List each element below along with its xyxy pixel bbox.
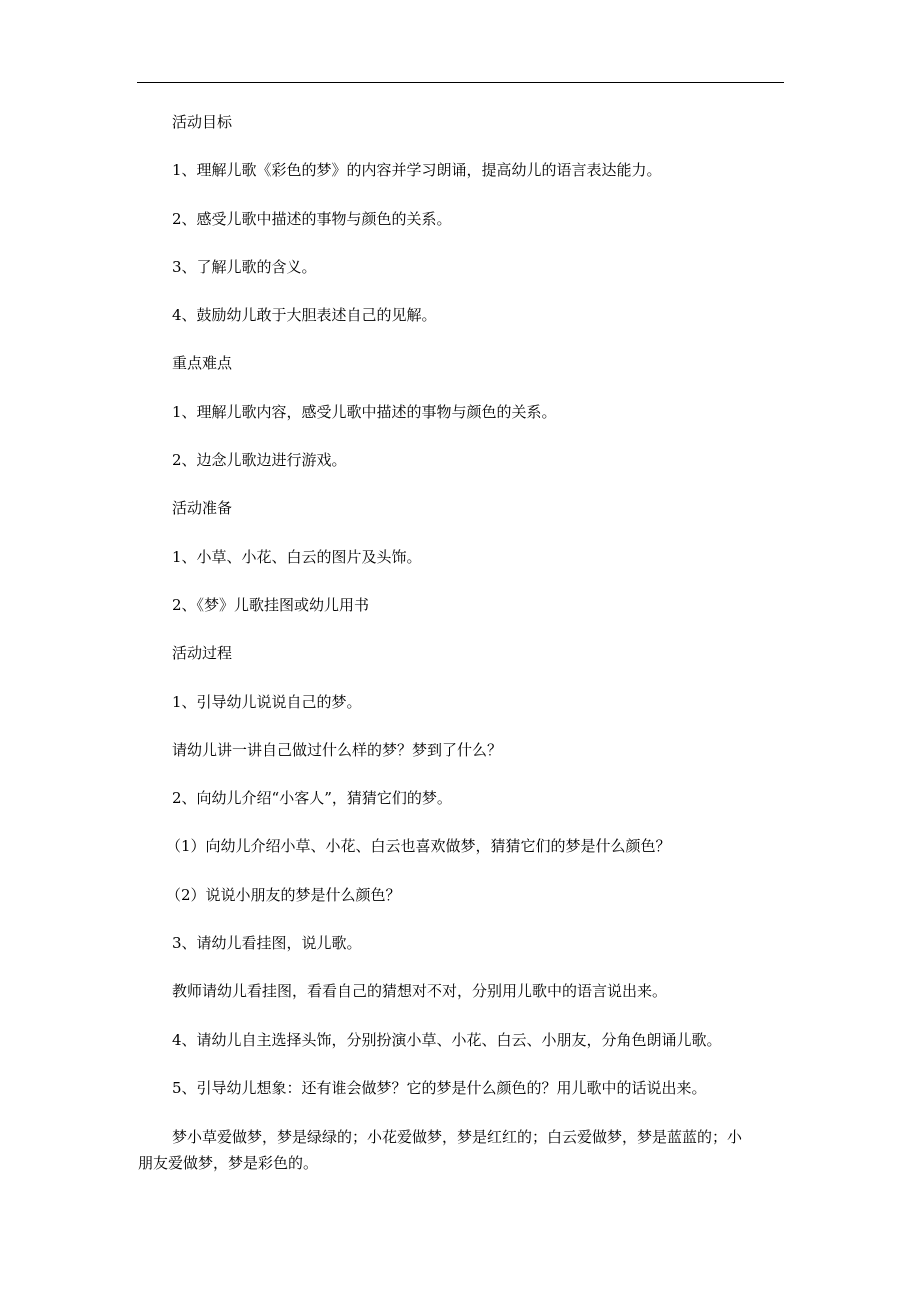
paragraph: 1、引导幼儿说说自己的梦。 [172, 692, 362, 711]
header-rule [137, 82, 784, 83]
paragraph: 3、请幼儿看挂图，说儿歌。 [172, 934, 362, 953]
section-heading-preparation: 活动准备 [172, 499, 233, 518]
paragraph: 1、理解儿歌内容，感受儿歌中描述的事物与颜色的关系。 [172, 402, 557, 421]
paragraph: 3、了解儿歌的含义。 [172, 257, 317, 276]
section-heading-goals: 活动目标 [172, 113, 233, 131]
paragraph: 2、《梦》儿歌挂图或幼儿用书 [172, 595, 370, 614]
paragraph: 1、小草、小花、白云的图片及头饰。 [172, 547, 422, 566]
paragraph: （2）说说小朋友的梦是什么颜色？ [166, 885, 401, 904]
paragraph: 1、理解儿歌《彩色的梦》的内容并学习朗诵，提高幼儿的语言表达能力。 [172, 161, 662, 180]
paragraph: 2、感受儿歌中描述的事物与颜色的关系。 [172, 209, 452, 228]
paragraph: 5、引导幼儿想象：还有谁会做梦？它的梦是什么颜色的？用儿歌中的话说出来。 [172, 1078, 707, 1097]
paragraph: 4、鼓励幼儿敢于大胆表述自己的见解。 [172, 306, 437, 325]
paragraph: 教师请幼儿看挂图，看看自己的猜想对不对，分别用儿歌中的语言说出来。 [172, 982, 668, 1001]
paragraph: 请幼儿讲一讲自己做过什么样的梦？梦到了什么？ [172, 740, 503, 759]
paragraph: 4、请幼儿自主选择头饰，分别扮演小草、小花、白云、小朋友，分角色朗诵儿歌。 [172, 1030, 722, 1049]
section-heading-process: 活动过程 [172, 644, 233, 663]
poem-line: 朋友爱做梦，梦是彩色的。 [138, 1154, 319, 1172]
poem-line: 梦小草爱做梦，梦是绿绿的；小花爱做梦，梦是红红的；白云爱做梦，梦是蓝蓝的；小 [172, 1128, 743, 1146]
paragraph: （1）向幼儿介绍小草、小花、白云也喜欢做梦，猜猜它们的梦是什么颜色？ [166, 837, 671, 856]
paragraph: 2、向幼儿介绍“小客人”，猜猜它们的梦。 [172, 789, 452, 808]
section-heading-key-points: 重点难点 [172, 354, 233, 373]
poem-paragraph [138, 1124, 787, 1176]
paragraph: 2、边念儿歌边进行游戏。 [172, 451, 347, 470]
document-body [166, 112, 787, 1126]
